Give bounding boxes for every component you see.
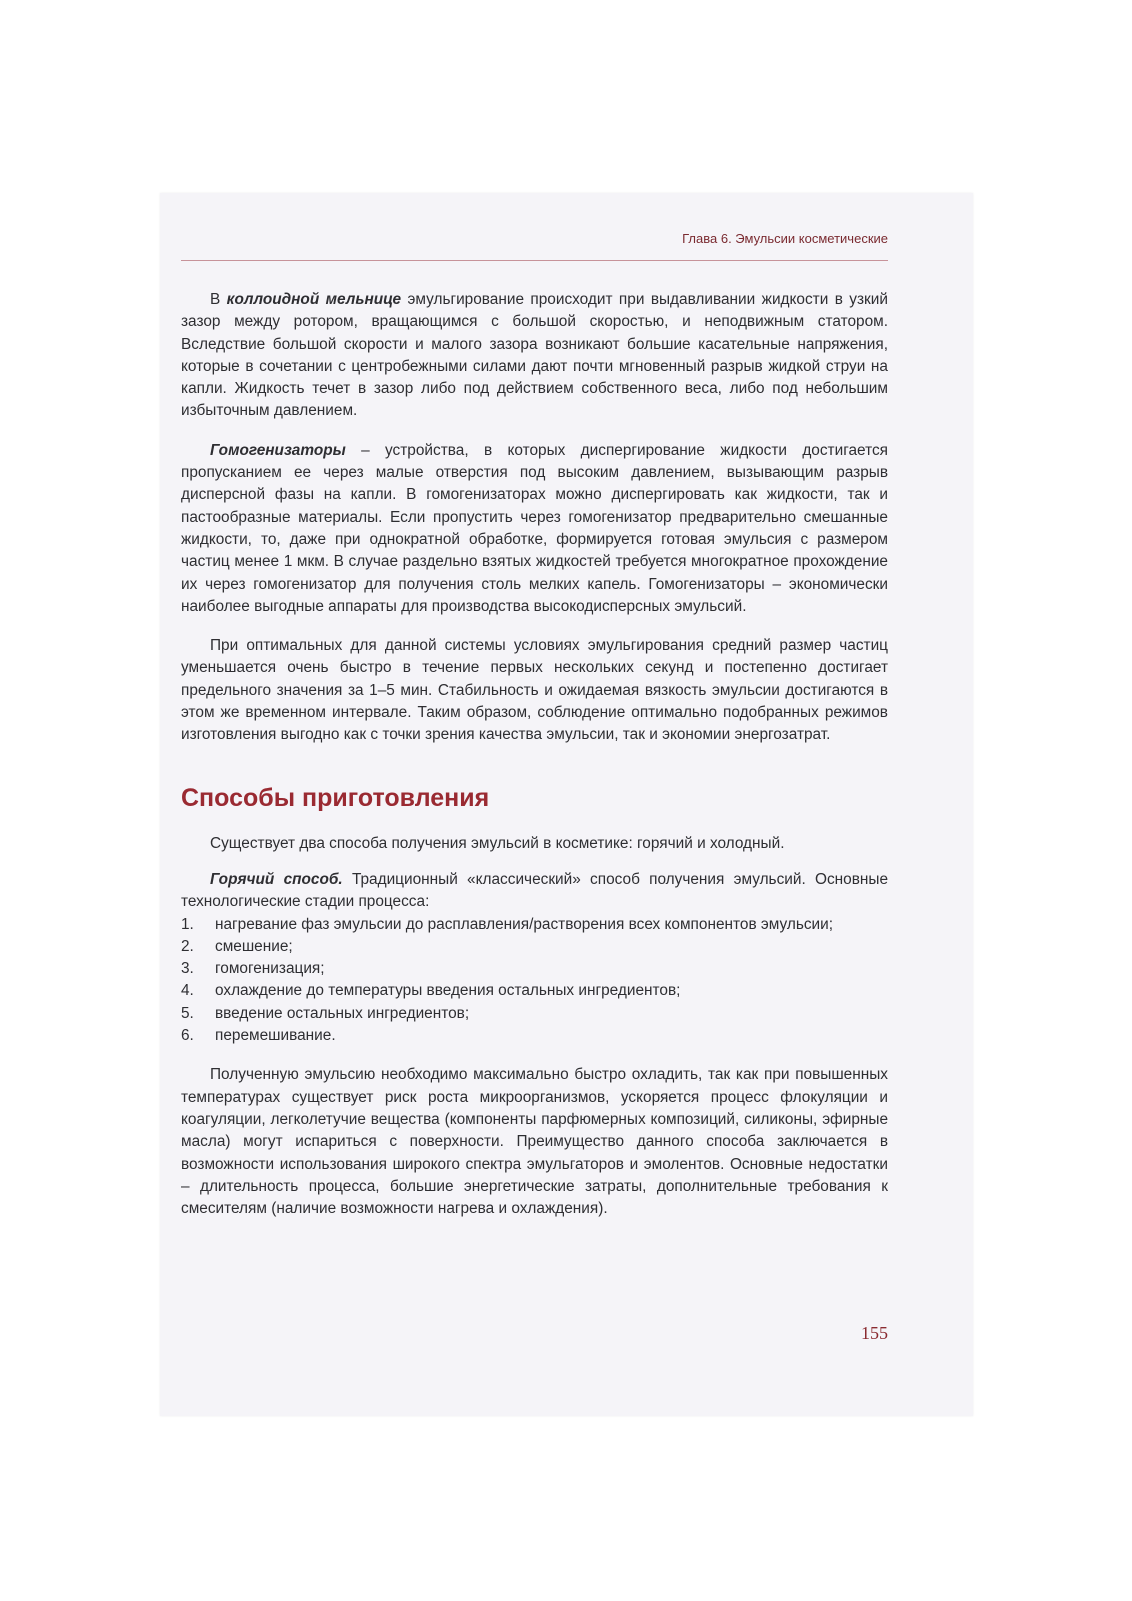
section-title: Способы приготовления (181, 783, 490, 812)
list-item-text: гомогенизация; (215, 960, 325, 978)
process-steps-list (181, 914, 888, 1048)
page-number: 155 (861, 1323, 888, 1343)
paragraph-homogenizers (181, 440, 888, 618)
paragraph-cooling: Полученную эмульсию необходимо максимально быстро охладить, так как при повышенных температурах существует риск роста микроорганизмов, ускоряется процесс флокуляции и коагуляции, легколетучие вещества (компоненты парфюмерных композиций, силиконы, эфирные масла) могут испариться с поверхности. Преимущество данного способа заключается в возможности использования широкого спектра эмульгаторов и эмолентов. Основные недостатки – длительность процесса, большие энергетические затраты, дополнительные требования к смесителям (наличие возможности нагрева и охлаждения). (181, 1066, 888, 1218)
list-item (181, 958, 888, 980)
list-item-number: 6. (181, 1027, 194, 1045)
list-item (181, 914, 888, 936)
term-hot-method: Горячий способ. (210, 870, 343, 888)
term-colloid-mill: коллоидной мельнице (226, 291, 402, 308)
list-item-number: 2. (181, 937, 194, 955)
list-item-text: перемешивание. (215, 1027, 336, 1045)
page-content (181, 289, 888, 1220)
list-item-text: смешение; (215, 937, 293, 955)
term-homogenizers: Гомогенизаторы (210, 441, 346, 459)
list-item (181, 936, 888, 958)
list-item-text: введение остальных ингредиентов; (215, 1004, 470, 1022)
paragraph-text: – устройства, в которых диспергирование жидкости достигается пропусканием ее через малые отверстия под высоким давлением, вызывающим разрыв дисперсной фазы на капли. В гомогенизаторах можно диспергировать как жидкости, так и пастообразные материалы. Если пропустить через гомогенизатор предварительно смешанные жидкости, то, даже при однократной обработке, формируется готовая эмульсия с размером частиц менее 1 мкм. В случае раздельно взятых жидкостей требуется многократное прохождение их через гомогенизатор для получения столь мелких капель. Гомогенизаторы – экономически наиболее выгодные аппараты для производства высокодисперсных эмульсий. (181, 441, 888, 615)
list-item (181, 1003, 888, 1025)
running-header: Глава 6. Эмульсии косметические (682, 231, 888, 246)
book-page (160, 193, 973, 1416)
list-item-number: 4. (181, 982, 194, 1000)
list-item-number: 1. (181, 915, 194, 933)
header-rule (181, 260, 888, 261)
list-item-number: 3. (181, 960, 194, 978)
list-item-text: нагревание фаз эмульсии до расплавления/растворения всех компонентов эмульсии; (215, 915, 834, 933)
paragraph-two-methods: Существует два способа получения эмульсий в косметике: горячий и холодный. (210, 834, 785, 852)
paragraph-hot-method (181, 869, 888, 914)
list-item (181, 1025, 888, 1047)
paragraph-colloid-mill (181, 289, 888, 423)
list-item (181, 980, 888, 1002)
paragraph-text: Традиционный «классический» способ получения эмульсий. Основные технологические стадии процесса: (181, 870, 888, 911)
paragraph-text: эмульгирование происходит при выдавливании жидкости в узкий зазор между ротором, вращающимся с большой скоростью, и неподвижным статором. Вследствие большой скорости и малого зазора возникают большие касательные напряжения, которые в сочетании с центробежными силами дают почти мгновенный разрыв жидкой струи на капли. Жидкость течет в зазор либо под действием собственного веса, либо под небольшим избыточным давлением. (181, 291, 888, 420)
list-item-text: охлаждение до температуры введения остальных ингредиентов; (215, 982, 681, 1000)
list-item-number: 5. (181, 1004, 194, 1022)
paragraph-optimal-conditions: При оптимальных для данной системы условиях эмульгирования средний размер частиц уменьшается очень быстро в течение первых нескольких секунд и постепенно достигает предельного значения за 1–5 мин. Стабильность и ожидаемая вязкость эмульсии достигаются в этом же временном интервале. Таким образом, соблюдение оптимально подобранных режимов изготовления выгодно как с точки зрения качества эмульсии, так и экономии энергозатрат. (181, 637, 888, 744)
paragraph-prefix: В (210, 291, 227, 308)
